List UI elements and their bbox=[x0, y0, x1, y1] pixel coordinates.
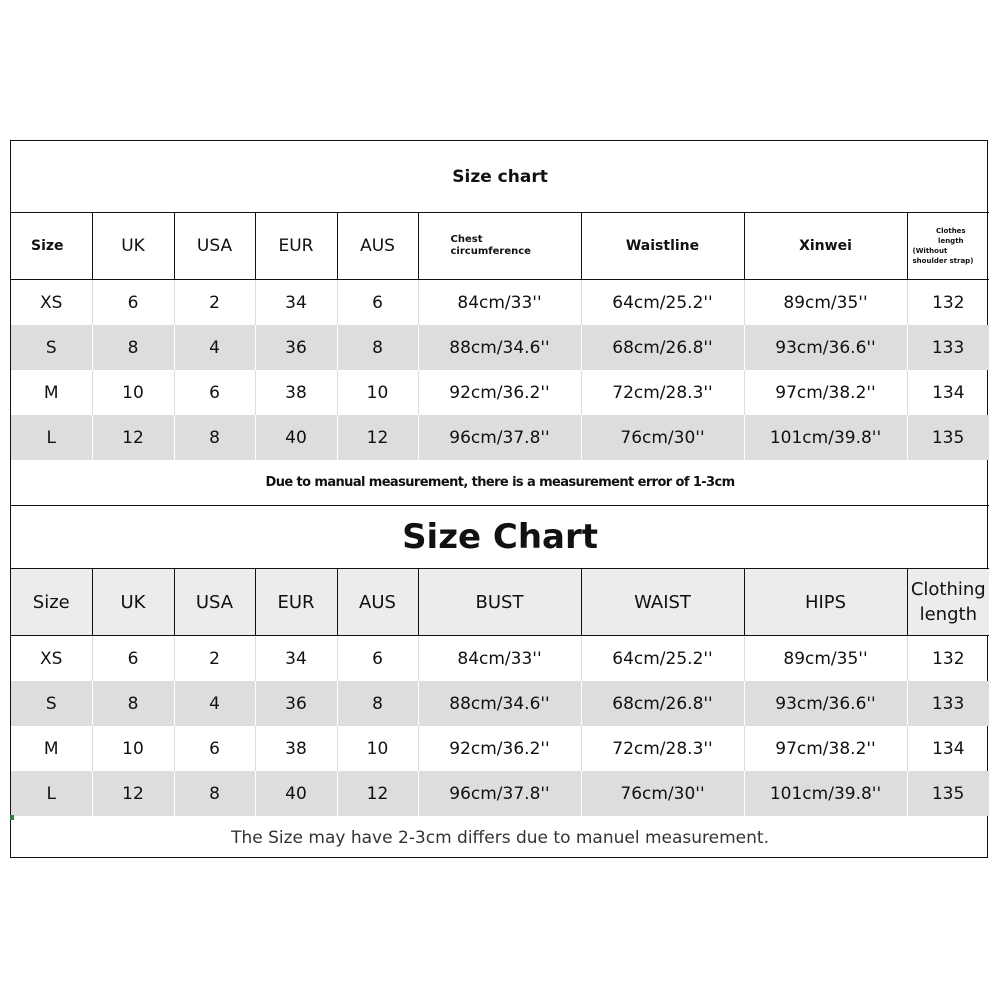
table-cell: 64cm/25.2'' bbox=[581, 636, 744, 682]
table-cell: 97cm/38.2'' bbox=[744, 370, 907, 415]
table-cell: 10 bbox=[337, 726, 418, 771]
table-cell: 8 bbox=[337, 325, 418, 370]
chart1-header-eur: EUR bbox=[255, 213, 337, 280]
table-cell: 2 bbox=[174, 636, 255, 682]
table-cell: 6 bbox=[174, 726, 255, 771]
chart1-header-length-line4: shoulder strap) bbox=[912, 257, 974, 265]
table-cell: 12 bbox=[337, 415, 418, 460]
chart2-header-row bbox=[11, 569, 989, 636]
chart2-header-bust: BUST bbox=[418, 569, 581, 636]
table-cell: XS bbox=[11, 636, 92, 682]
table-cell: 68cm/26.8'' bbox=[581, 681, 744, 726]
chart1-header-length bbox=[907, 213, 989, 280]
table-cell: 6 bbox=[92, 280, 174, 326]
table-cell: 101cm/39.8'' bbox=[744, 415, 907, 460]
table-cell: 93cm/36.6'' bbox=[744, 681, 907, 726]
chart2-header-eur: EUR bbox=[255, 569, 337, 636]
table-cell: 68cm/26.8'' bbox=[581, 325, 744, 370]
chart2-header-length: Clothing length bbox=[907, 569, 989, 636]
table-cell: 12 bbox=[337, 771, 418, 816]
table-cell: 132 bbox=[932, 648, 965, 669]
table-cell: 76cm/30'' bbox=[581, 771, 744, 816]
chart2-header-uk: UK bbox=[92, 569, 174, 636]
table-cell: 10 bbox=[92, 726, 174, 771]
table-cell: 10 bbox=[92, 370, 174, 415]
table-cell: 88cm/34.6'' bbox=[418, 681, 581, 726]
table-cell: S bbox=[11, 681, 92, 726]
chart1-header-chest-line1: Chest bbox=[450, 234, 483, 245]
table-cell: 133 bbox=[907, 325, 989, 370]
table-cell: 8 bbox=[174, 771, 255, 816]
table-cell: 36 bbox=[255, 681, 337, 726]
chart1-header-chest-line2: circumference bbox=[450, 246, 531, 257]
table-cell: 2 bbox=[174, 280, 255, 326]
size-chart-container bbox=[10, 140, 988, 858]
table-cell: 134 bbox=[932, 382, 965, 403]
green-corner-mark bbox=[10, 815, 14, 820]
chart1-header-size: Size bbox=[11, 213, 92, 280]
table-cell: 34 bbox=[255, 636, 337, 682]
chart1-header-usa: USA bbox=[174, 213, 255, 280]
table-cell: 89cm/35'' bbox=[744, 636, 907, 682]
table-cell: L bbox=[11, 415, 92, 460]
table-cell: 8 bbox=[174, 415, 255, 460]
chart1-title: Size chart bbox=[11, 141, 989, 213]
table-cell: 97cm/38.2'' bbox=[744, 726, 907, 771]
table-cell: 135 bbox=[907, 771, 989, 816]
chart1-header-length-line1: Clothes bbox=[936, 227, 966, 235]
table-cell: 12 bbox=[92, 415, 174, 460]
chart1-row-xs bbox=[11, 280, 989, 326]
chart1-header-length-line2: length bbox=[938, 237, 964, 245]
chart2-row-xs bbox=[11, 636, 989, 682]
table-cell: 133 bbox=[907, 681, 989, 726]
table-cell: 6 bbox=[337, 280, 418, 326]
chart1-measurement-note: Due to manual measurement, there is a measurement error of 1-3cm bbox=[11, 460, 989, 506]
chart2-header-size: Size bbox=[11, 569, 92, 636]
chart2-header-hips: HIPS bbox=[744, 569, 907, 636]
table-cell: 96cm/37.8'' bbox=[418, 771, 581, 816]
table-cell: 101cm/39.8'' bbox=[744, 771, 907, 816]
table-cell: 6 bbox=[337, 636, 418, 682]
table-cell: 96cm/37.8'' bbox=[418, 415, 581, 460]
chart1-header-aus: AUS bbox=[337, 213, 418, 280]
table-cell: 89cm/35'' bbox=[744, 280, 907, 326]
table-cell: 8 bbox=[337, 681, 418, 726]
table-cell: 6 bbox=[92, 636, 174, 682]
table-cell: L bbox=[11, 771, 92, 816]
table-cell: 40 bbox=[255, 771, 337, 816]
table-cell: 12 bbox=[92, 771, 174, 816]
table-cell: 8 bbox=[92, 325, 174, 370]
chart2-measurement-note: The Size may have 2-3cm differs due to manuel measurement. bbox=[231, 828, 769, 848]
chart2-header-aus: AUS bbox=[337, 569, 418, 636]
table-cell: 84cm/33'' bbox=[418, 280, 581, 326]
table-cell: 72cm/28.3'' bbox=[581, 726, 744, 771]
table-cell: 76cm/30'' bbox=[581, 415, 744, 460]
chart2-row-m bbox=[11, 726, 989, 771]
table-cell: 6 bbox=[174, 370, 255, 415]
table-cell: 38 bbox=[255, 370, 337, 415]
chart1-header-xinwei: Xinwei bbox=[744, 213, 907, 280]
chart1-row-l bbox=[11, 415, 989, 460]
chart2-row-l bbox=[11, 771, 989, 816]
table-cell: 40 bbox=[255, 415, 337, 460]
table-cell: S bbox=[11, 325, 92, 370]
chart1-row-m bbox=[11, 370, 989, 415]
table-cell: 10 bbox=[337, 370, 418, 415]
table-cell: 64cm/25.2'' bbox=[581, 280, 744, 326]
chart1-header-uk: UK bbox=[92, 213, 174, 280]
chart1-header-chest bbox=[418, 213, 581, 280]
chart1-row-s bbox=[11, 325, 989, 370]
chart2-header-waist: WAIST bbox=[581, 569, 744, 636]
chart1-header-length-line3: (Without bbox=[912, 247, 948, 255]
chart2-title: Size Chart bbox=[11, 506, 989, 569]
chart1-header-waist: Waistline bbox=[581, 213, 744, 280]
chart2-row-s bbox=[11, 681, 989, 726]
table-cell: 93cm/36.6'' bbox=[744, 325, 907, 370]
table-cell: 34 bbox=[255, 280, 337, 326]
table-cell: 132 bbox=[932, 292, 965, 313]
table-cell: M bbox=[11, 726, 92, 771]
table-cell: 92cm/36.2'' bbox=[418, 726, 581, 771]
table-cell: 92cm/36.2'' bbox=[418, 370, 581, 415]
table-cell: 84cm/33'' bbox=[418, 636, 581, 682]
table-cell: 88cm/34.6'' bbox=[418, 325, 581, 370]
table-cell: XS bbox=[11, 280, 92, 326]
table-cell: 4 bbox=[174, 325, 255, 370]
chart1-header-row bbox=[11, 213, 989, 280]
table-cell: 134 bbox=[932, 738, 965, 759]
table-cell: 72cm/28.3'' bbox=[581, 370, 744, 415]
size-table bbox=[11, 141, 990, 860]
table-cell: M bbox=[11, 370, 92, 415]
table-cell: 135 bbox=[907, 415, 989, 460]
table-cell: 4 bbox=[174, 681, 255, 726]
chart2-header-usa: USA bbox=[174, 569, 255, 636]
table-cell: 36 bbox=[255, 325, 337, 370]
table-cell: 38 bbox=[255, 726, 337, 771]
table-cell: 8 bbox=[92, 681, 174, 726]
